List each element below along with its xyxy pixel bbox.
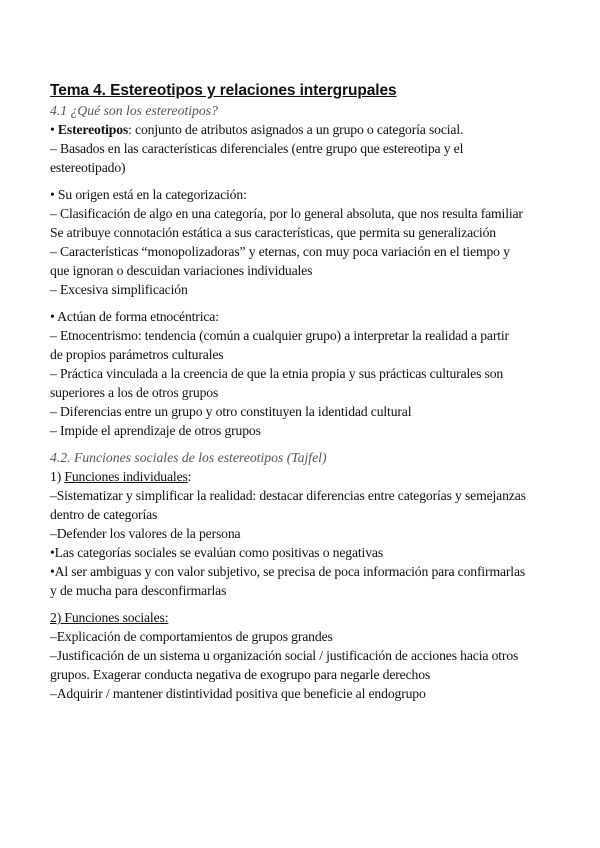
- subheading-colon: :: [187, 469, 192, 484]
- text-line: –Justificación de un sistema u organización social / justificación de acciones hacia otros: [50, 648, 519, 663]
- definition-term: Estereotipos: [57, 122, 129, 137]
- section-heading-4-1: 4.1 ¿Qué son los estereotipos?: [50, 103, 218, 118]
- text-line: •Al ser ambiguas y con valor subjetivo, se precisa de poca información para confirmarlas: [50, 564, 526, 579]
- subheading-social: 2) Funciones sociales:: [50, 610, 169, 625]
- text-line: –Sistematizar y simplificar la realidad: destacar diferencias entre categorías y semejanzas: [50, 488, 526, 503]
- document-body: [50, 81, 560, 703]
- text-line: – Impide el aprendizaje de otros grupos: [50, 423, 261, 438]
- section-heading-4-2: 4.2. Funciones sociales de los estereotipos (Tajfel): [50, 450, 327, 465]
- text-line: que ignoran o descuidan variaciones individuales: [50, 263, 313, 278]
- text-line: • Su origen está en la categorización:: [50, 187, 247, 202]
- text-line: • Actúan de forma etnocéntrica:: [50, 309, 219, 324]
- paragraph-gap: [50, 299, 560, 307]
- text-line: superiores a los de otros grupos: [50, 385, 219, 400]
- subheading-individual: [50, 467, 560, 486]
- definition-text: : conjunto de atributos asignados a un grupo o categoría social.: [128, 122, 464, 137]
- text-line: – Características “monopolizadoras” y eternas, con muy poca variación en el tiempo y: [50, 244, 510, 259]
- text-line: –Explicación de comportamientos de grupos grandes: [50, 629, 333, 644]
- text-line: –Adquirir / mantener distintividad positiva que beneficie al endogrupo: [50, 686, 426, 701]
- text-line: de propios parámetros culturales: [50, 347, 224, 362]
- paragraph-gap: [50, 440, 560, 448]
- text-line: – Práctica vinculada a la creencia de que la etnia propia y sus prácticas culturales son: [50, 366, 504, 381]
- text-line: – Basados en las características diferenciales (entre grupo que estereotipa y el: [50, 141, 464, 156]
- text-line: –Defender los valores de la persona: [50, 526, 241, 541]
- subheading-number: 1): [50, 469, 65, 484]
- text-line: – Diferencias entre un grupo y otro constituyen la identidad cultural: [50, 404, 412, 419]
- definition-line: [50, 120, 560, 139]
- text-line: dentro de categorías: [50, 507, 158, 522]
- text-line: estereotipado): [50, 160, 126, 175]
- paragraph-gap: [50, 600, 560, 608]
- text-line: – Etnocentrismo: tendencia (común a cualquier grupo) a interpretar la realidad a partir: [50, 328, 509, 343]
- text-line: Se atribuye connotación estática a sus características, que permita su generalización: [50, 225, 496, 240]
- paragraph-gap: [50, 177, 560, 185]
- text-line: •Las categorías sociales se evalúan como positivas o negativas: [50, 545, 384, 560]
- subheading-label: Funciones individuales: [64, 469, 188, 484]
- text-line: y de mucha para desconfirmarlas: [50, 583, 227, 598]
- document-title: Tema 4. Estereotipos y relaciones intergrupales: [50, 82, 397, 99]
- text-line: – Excesiva simplificación: [50, 282, 188, 297]
- bullet: •: [50, 122, 58, 137]
- text-line: grupos. Exagerar conducta negativa de exogrupo para negarle derechos: [50, 667, 431, 682]
- text-line: – Clasificación de algo en una categoría, por lo general absoluta, que nos resulta familiar: [50, 206, 523, 221]
